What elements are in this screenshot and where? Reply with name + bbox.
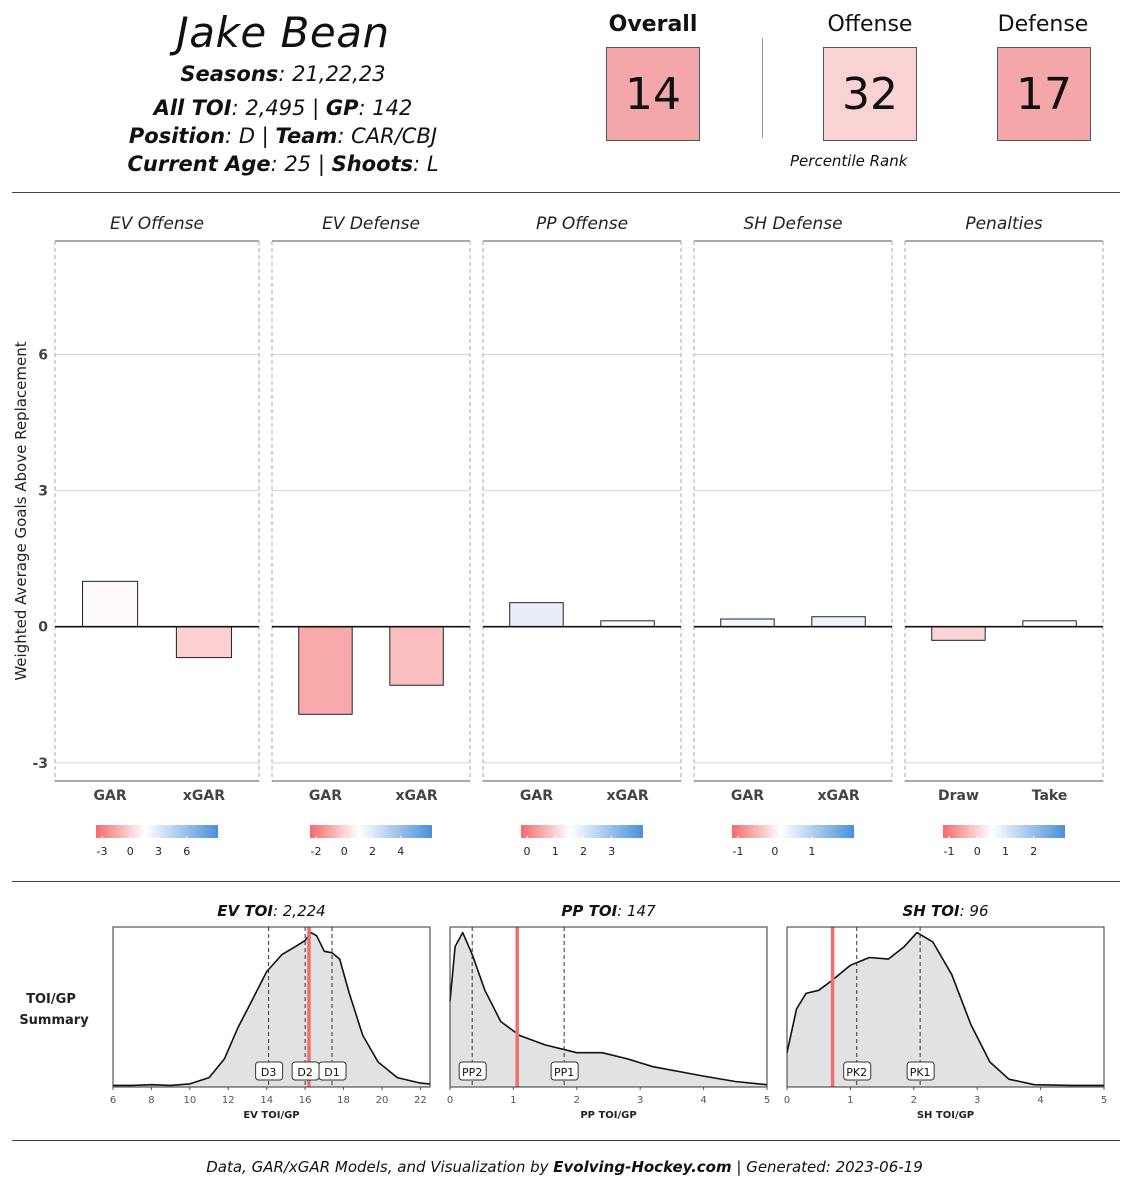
bar-xgar xyxy=(601,621,654,627)
x-tick-label: 4 xyxy=(700,1095,707,1106)
offense-title: Offense xyxy=(827,12,913,37)
header-divider xyxy=(12,192,1120,193)
bar-gar xyxy=(299,627,352,715)
panel-title: SH Defense xyxy=(743,214,843,234)
legend-tick-label: -2 xyxy=(310,845,322,858)
legend-tick-label: 2 xyxy=(1030,845,1038,858)
x-tick-label: Draw xyxy=(938,788,979,804)
x-tick-label: 3 xyxy=(974,1095,981,1106)
color-legend-bar xyxy=(732,825,854,838)
position-team-line: Position: D | Team: CAR/CBJ xyxy=(128,124,438,148)
x-tick-label: 1 xyxy=(847,1095,854,1106)
legend-tick-label: 3 xyxy=(154,845,162,858)
toi-panel-title xyxy=(217,902,325,920)
gp-value: 142 xyxy=(372,96,413,120)
overall-title: Overall xyxy=(608,12,698,37)
x-tick-label: 2 xyxy=(573,1095,580,1106)
toi-panel-sh-toi-gp xyxy=(784,902,1107,1121)
x-tick-label: 0 xyxy=(446,1095,454,1106)
percentile-rank-label: Percentile Rank xyxy=(790,152,908,170)
rank-divider xyxy=(762,38,763,138)
legend-tick-label: -1 xyxy=(943,845,955,858)
seasons-value: 21,22,23 xyxy=(292,62,386,86)
color-legend-bar xyxy=(521,825,643,838)
bar-gar xyxy=(510,603,563,627)
x-tick-label: xGAR xyxy=(817,788,860,804)
x-tick-label: 12 xyxy=(221,1095,235,1106)
x-tick-label: 1 xyxy=(510,1095,517,1106)
panel-pp-offense xyxy=(483,214,681,858)
defense-title: Defense xyxy=(997,12,1089,37)
x-tick-label: 2 xyxy=(910,1095,917,1106)
x-axis-label: SH TOI/GP xyxy=(916,1110,975,1121)
legend-tick-label: 1 xyxy=(808,845,816,858)
footer-credit xyxy=(0,1158,1129,1176)
legend-tick-label: -1 xyxy=(732,845,744,858)
footer-site: Evolving-Hockey.com xyxy=(553,1158,732,1176)
density-area xyxy=(787,933,1104,1087)
x-tick-label: GAR xyxy=(519,788,554,804)
ref-label: D3 xyxy=(260,1066,277,1079)
offense-rank-box: 32 xyxy=(823,47,917,141)
panel-title: Penalties xyxy=(965,214,1043,234)
legend-tick-label: 0 xyxy=(771,845,779,858)
toi-density-chart xyxy=(0,886,1129,1136)
x-axis-label: EV TOI/GP xyxy=(243,1110,300,1121)
density-area xyxy=(450,933,767,1087)
middle-divider xyxy=(12,881,1120,882)
legend-tick-label: 0 xyxy=(523,845,531,858)
toi-title-value: : 2,224 xyxy=(272,902,326,920)
legend-tick-label: 6 xyxy=(183,845,191,858)
x-tick-label: 18 xyxy=(337,1095,350,1106)
footer-suffix: | Generated: 2023-06-19 xyxy=(731,1158,923,1176)
legend-tick-label: 4 xyxy=(397,845,405,858)
footer-prefix: Data, GAR/xGAR Models, and Visualization by xyxy=(206,1158,554,1176)
toi-title-label: EV TOI xyxy=(217,902,273,920)
seasons-line: Seasons: 21,22,23 xyxy=(180,62,386,86)
x-tick-label: 14 xyxy=(260,1095,274,1106)
panel-sh-defense xyxy=(694,214,892,858)
x-tick-label: 22 xyxy=(414,1095,427,1106)
toi-panel-title xyxy=(561,902,656,920)
position-label: Position xyxy=(128,124,226,148)
legend-tick-label: 2 xyxy=(368,845,376,858)
x-tick-label: 6 xyxy=(109,1095,117,1106)
toi-gp-line: All TOI: 2,495 | GP: 142 xyxy=(153,96,413,120)
bar-gar xyxy=(721,619,774,627)
team-value: CAR/CBJ xyxy=(351,124,438,148)
y-tick-label: 3 xyxy=(38,483,48,500)
ref-label: PP1 xyxy=(553,1066,575,1079)
team-label: Team xyxy=(275,124,338,148)
panel-ev-defense xyxy=(272,214,470,858)
age-label: Current Age xyxy=(127,152,271,176)
panel-title: EV Defense xyxy=(322,214,420,234)
bar-xgar xyxy=(390,627,443,686)
age-shoots-line: Current Age: 25 | Shoots: L xyxy=(127,152,439,176)
legend-tick-label: 1 xyxy=(551,845,559,858)
x-tick-label: 16 xyxy=(298,1095,312,1106)
summary-label-line2: Summary xyxy=(19,1013,89,1028)
y-tick-label: -3 xyxy=(32,755,48,772)
x-tick-label: 0 xyxy=(783,1095,791,1106)
toi-panel-pp-toi-gp xyxy=(447,902,770,1121)
seasons-label: Seasons xyxy=(180,62,279,86)
age-value: 25 xyxy=(284,152,312,176)
toi-title-label: PP TOI xyxy=(561,902,618,920)
y-tick-label: 6 xyxy=(38,347,48,364)
legend-tick-label: 1 xyxy=(1001,845,1009,858)
toi-title-value: : 96 xyxy=(959,902,989,920)
toi-label: All TOI xyxy=(153,96,232,120)
ref-label: D2 xyxy=(297,1066,313,1079)
position-value: D xyxy=(238,124,255,148)
ref-label: D1 xyxy=(324,1066,340,1079)
color-legend-bar xyxy=(96,825,218,838)
color-legend-bar xyxy=(310,825,432,838)
legend-tick-label: 0 xyxy=(126,845,134,858)
bar-draw xyxy=(932,627,985,641)
defense-rank-box: 17 xyxy=(997,47,1091,141)
bar-xgar xyxy=(812,617,865,627)
x-tick-label: Take xyxy=(1031,788,1068,804)
summary-label-line1: TOI/GP xyxy=(26,992,76,1007)
x-tick-label: xGAR xyxy=(606,788,649,804)
panel-title: EV Offense xyxy=(110,214,204,234)
bar-take xyxy=(1023,621,1076,627)
gp-label: GP xyxy=(325,96,359,120)
ref-label: PP2 xyxy=(462,1066,483,1079)
shoots-value: L xyxy=(426,152,439,176)
y-axis-label: Weighted Average Goals Above Replacement xyxy=(12,341,30,681)
y-tick-label: 0 xyxy=(38,619,48,636)
legend-tick-label: -3 xyxy=(96,845,108,858)
x-tick-label: 5 xyxy=(1100,1095,1108,1106)
toi-panel-ev-toi-gp xyxy=(110,902,430,1121)
x-tick-label: GAR xyxy=(730,788,765,804)
bar-gar xyxy=(83,581,138,626)
gar-bar-chart xyxy=(0,196,1129,866)
color-legend-bar xyxy=(943,825,1065,838)
x-tick-label: GAR xyxy=(93,788,127,804)
footer-divider xyxy=(12,1140,1120,1141)
panel-ev-offense xyxy=(55,214,259,858)
toi-title-value: : 147 xyxy=(617,902,656,920)
x-tick-label: 3 xyxy=(637,1095,644,1106)
ref-label: PK1 xyxy=(909,1066,931,1079)
x-tick-label: 10 xyxy=(183,1095,197,1106)
overall-rank-box: 14 xyxy=(606,47,700,141)
legend-tick-label: 0 xyxy=(340,845,348,858)
bar-xgar xyxy=(176,627,231,658)
toi-value: 2,495 xyxy=(245,96,306,120)
shoots-label: Shoots xyxy=(331,152,414,176)
x-tick-label: xGAR xyxy=(395,788,438,804)
x-axis-label: PP TOI/GP xyxy=(580,1110,637,1121)
x-tick-label: 4 xyxy=(1037,1095,1044,1106)
panel-title: PP Offense xyxy=(535,214,629,234)
player-name: Jake Bean xyxy=(176,8,390,57)
legend-tick-label: 2 xyxy=(579,845,587,858)
x-tick-label: xGAR xyxy=(182,788,225,804)
toi-panel-title xyxy=(902,902,988,920)
legend-tick-label: 3 xyxy=(608,845,616,858)
legend-tick-label: 0 xyxy=(973,845,981,858)
ref-label: PK2 xyxy=(846,1066,868,1079)
toi-title-label: SH TOI xyxy=(902,902,960,920)
x-tick-label: 5 xyxy=(763,1095,771,1106)
x-tick-label: 20 xyxy=(375,1095,389,1106)
panel-penalties xyxy=(905,214,1103,858)
x-tick-label: GAR xyxy=(308,788,343,804)
x-tick-label: 8 xyxy=(148,1095,155,1106)
